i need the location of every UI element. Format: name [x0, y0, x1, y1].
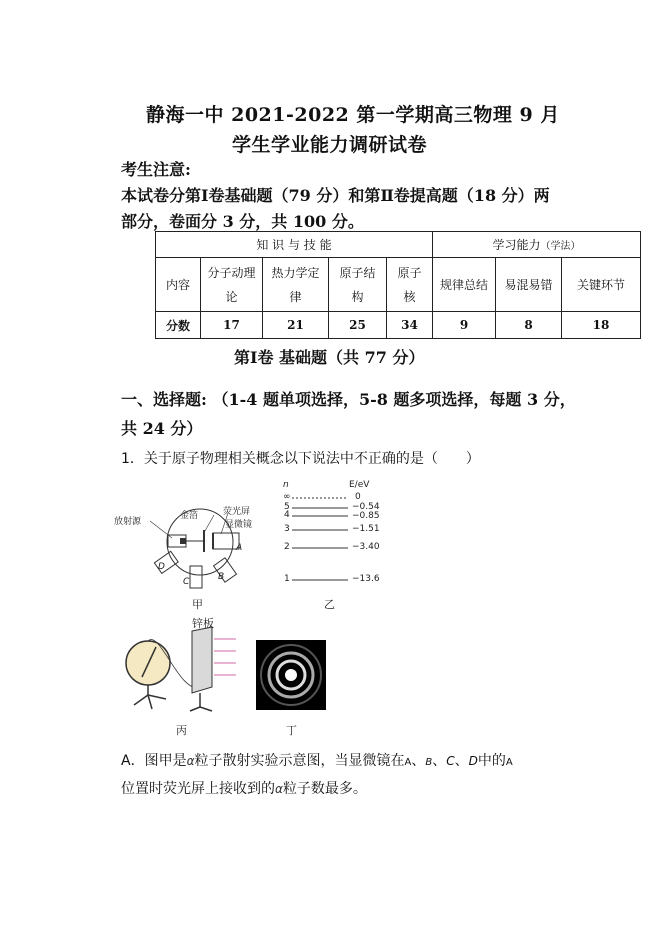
figure-jia-microscope-label: 显微镜: [225, 520, 253, 530]
figure-yi-level-n: 1: [284, 574, 290, 584]
figure-yi-level-n: 2: [284, 542, 290, 552]
figure-yi-level-e: −1.51: [352, 524, 380, 534]
figure-yi-level-e: −13.6: [352, 574, 380, 584]
figure-yi-level-n: 3: [284, 524, 290, 534]
table-row-header-content: 内容: [156, 258, 201, 312]
table-col-5: 规律总结: [433, 258, 496, 312]
table-score-7: 18: [562, 312, 641, 339]
title-line-1: 静海一中 2021-2022 第一学期高三物理 9 月: [146, 104, 560, 126]
table-row-header-score: 分数: [156, 312, 201, 339]
figure-bing-electroscope: [120, 625, 240, 715]
figure-bing-caption: 丙: [176, 724, 187, 737]
figure-yi-caption: 乙: [324, 598, 335, 611]
table-group-ability: 学习能力（学法）: [433, 232, 641, 258]
option-a-line-1: A．图甲是α粒子散射实验示意图，当显微镜在A、B、C、D中的A: [121, 753, 513, 769]
table-score-5: 9: [433, 312, 496, 339]
option-a-line-2: 位置时荧光屏上接收到的α粒子数最多。: [121, 781, 367, 797]
figure-yi-level-e: −0.54: [352, 502, 380, 512]
score-table: [155, 231, 641, 339]
table-score-3: 25: [329, 312, 387, 339]
figure-yi-axis-n: n: [283, 480, 289, 490]
figure-yi-level-lines: [290, 490, 350, 590]
figure-jia-point-a: A: [236, 543, 243, 553]
figure-jia-point-c: C: [183, 577, 190, 587]
figure-yi-axis-e: E/eV: [349, 480, 370, 490]
figure-bing-plate-label: 锌板: [192, 617, 214, 630]
title-line-2: 学生学业能力调研试卷: [232, 134, 428, 156]
part1-heading: 第Ⅰ卷 基础题（共 77 分）: [234, 348, 425, 367]
figure-ding-diffraction-pattern: [256, 640, 326, 710]
figure-jia-screen-label: 荧光屏: [223, 507, 251, 517]
figure-yi-level-e: 0: [355, 492, 361, 502]
table-score-4: 34: [387, 312, 433, 339]
notice-line-2: 部分，卷面分 3 分，共 100 分。: [121, 212, 364, 231]
table-score-2: 21: [263, 312, 329, 339]
table-col-6: 易混易错: [496, 258, 562, 312]
notice-line-1: 本试卷分第Ⅰ卷基础题（79 分）和第Ⅱ卷提高题（18 分）两: [121, 186, 550, 205]
figure-ding-caption: 丁: [286, 724, 297, 737]
table-col-4: 原子 核: [387, 258, 433, 312]
table-col-7: 关键环节: [562, 258, 641, 312]
figure-jia-source-label: 放射源: [114, 517, 142, 527]
notice-heading: 考生注意:: [121, 160, 191, 179]
question-1-text: 1．关于原子物理相关概念以下说法中不正确的是（ ）: [121, 451, 480, 467]
table-group-knowledge: 知 识 与 技 能: [156, 232, 433, 258]
table-col-1: 分子动理 论: [201, 258, 263, 312]
figure-jia-caption: 甲: [192, 598, 203, 611]
figure-yi-level-e: −3.40: [352, 542, 380, 552]
figure-yi-level-n: 4: [284, 510, 290, 520]
figure-yi-level-n: 5: [284, 502, 290, 512]
figure-jia-foil-label: 金箔: [180, 511, 199, 521]
figure-jia-point-b: B: [218, 572, 225, 582]
table-col-3: 原子结 构: [329, 258, 387, 312]
table-col-2: 热力学定 律: [263, 258, 329, 312]
figure-jia-point-d: D: [158, 562, 165, 572]
figure-yi-level-e: −0.85: [352, 511, 380, 521]
figure-yi-level-n: ∞: [283, 492, 291, 502]
section1-line-2: 共 24 分）: [121, 419, 203, 438]
section1-line-1: 一、选择题: （1-4 题单项选择，5-8 题多项选择，每题 3 分，: [121, 390, 576, 409]
table-score-6: 8: [496, 312, 562, 339]
table-score-1: 17: [201, 312, 263, 339]
